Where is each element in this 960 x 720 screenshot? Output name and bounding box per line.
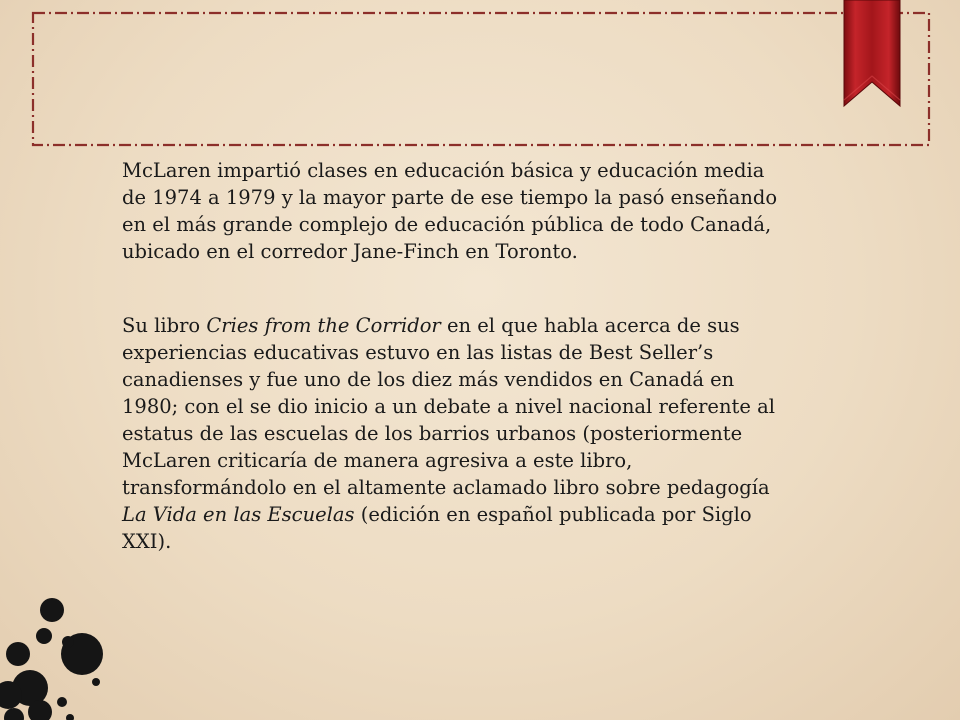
dash-dot-border (31, 11, 931, 147)
title-placeholder-frame (31, 11, 931, 147)
paragraph-2-text-b: en el que habla acerca de sus experiencias educativas estuvo en las listas de Best Seller’s canadienses y fue uno de los diez más vendidos en Canadá en 1980; con el se dio inicio a un debate a nivel nacional referente al estatus de las escuelas de los barrios urbanos (posteriormente McLaren criticaría de manera agresiva a este libro, transformándolo en el altamente aclamado libro sobre pedagogía (122, 314, 775, 499)
book-title-cries-from-the-corridor: Cries from the Corridor (206, 314, 441, 337)
ink-splatter-decoration (0, 590, 120, 720)
book-title-la-vida-en-las-escuelas: La Vida en las Escuelas (122, 503, 355, 526)
paragraph-1-text: McLaren impartió clases en educación básica y educación media de 1974 a 1979 y la mayor parte de ese tiempo la pasó enseñando en el más grande complejo de educación pública de todo Canadá, ubicado en el corredor Jane-Finch en Toronto. (122, 159, 778, 263)
bookmark-ribbon-icon (841, 0, 903, 110)
paragraph-2 (122, 312, 782, 555)
body-text (122, 157, 782, 555)
paragraph-2-text-c: (edición en español publicada por Siglo XXI). (122, 503, 752, 553)
paragraph-2-text-a: Su libro (122, 314, 207, 337)
paragraph-1 (122, 157, 782, 265)
